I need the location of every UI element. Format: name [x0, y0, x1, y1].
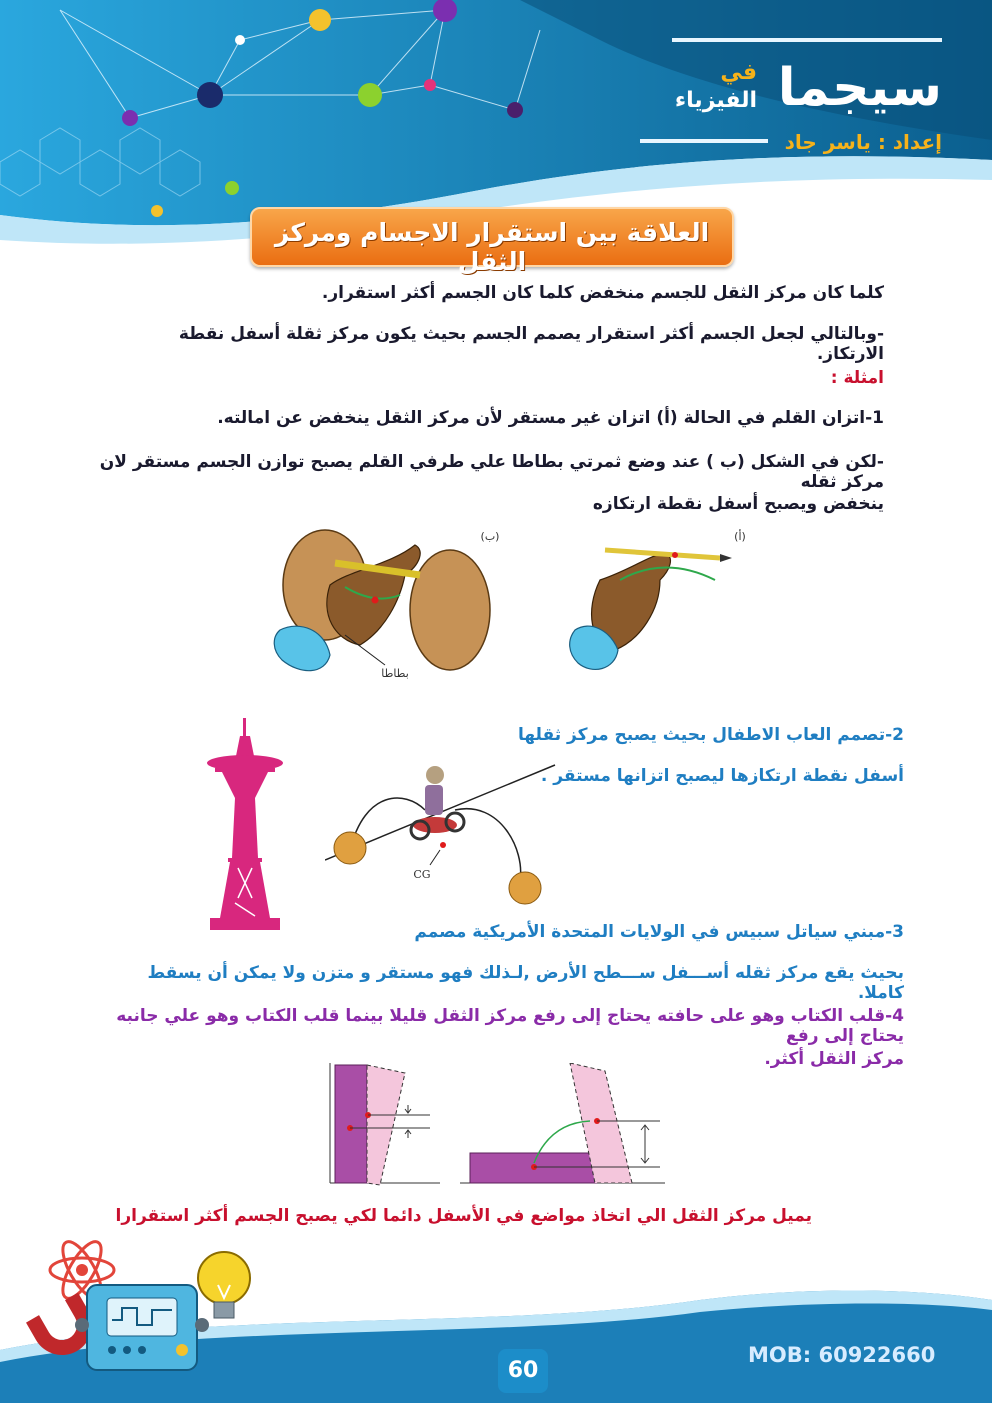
- example-1b-line1: -لكن في الشكل (ب ) عند وضع ثمرتي بطاطا علي طرفي القلم يصبح توازن الجسم مستقر لان مركز ثقله: [99, 452, 884, 492]
- phone-number: MOB: 60922660: [748, 1343, 936, 1367]
- label-a: (أ): [734, 530, 746, 543]
- potato-right: [410, 550, 490, 670]
- cg-point-a: [672, 552, 678, 558]
- label-cg: CG: [413, 868, 431, 881]
- section-title: العلاقة بين استقرار الاجسام ومركز الثقل: [274, 218, 710, 276]
- paragraph-design: -وبالتالي لجعل الجسم أكثر استقرار يصمم الجسم بحيث يكون مركز ثقلة أسفل نقطة الارتكاز.: [178, 324, 884, 364]
- motorbike-rider: [411, 766, 464, 839]
- example-2-line2: أسفل نقطة ارتكازها ليصبح اتزانها مستقر .: [540, 766, 904, 786]
- height-arrow: [641, 1125, 649, 1163]
- cg-leader: [430, 850, 440, 865]
- brand-subtitle-fi: في: [720, 60, 757, 85]
- brand-title: سيجما: [777, 58, 942, 118]
- conclusion: يميل مركز الثقل الي اتخاذ مواضع في الأسفل دائما لكي يصبح الجسم أكثر استقرارا: [115, 1206, 812, 1226]
- science-icons-cluster: [22, 1230, 252, 1395]
- example-3-line1: 3-مبني سياتل سبيس في الولايات المتحدة الأمريكية مصمم: [414, 922, 904, 942]
- cg-point-b: [372, 597, 379, 604]
- label-b: (ب): [480, 530, 500, 543]
- toy-weight-left: [334, 832, 366, 864]
- brand-subtitle-physics: الفيزياء: [674, 88, 757, 113]
- page-number: 60: [498, 1349, 548, 1393]
- section-title-box: [250, 207, 734, 276]
- arrow-up-small: [405, 1130, 411, 1138]
- author-credit: إعداد : ياسر جاد: [784, 130, 942, 154]
- book-upright: [335, 1065, 367, 1183]
- book-tilted: [367, 1065, 405, 1185]
- pencil-balance-figure: [270, 525, 760, 690]
- toy-weight-right: [509, 872, 541, 904]
- cg-point-toy: [440, 842, 446, 848]
- example-3-line2: بحيث يقع مركز ثقله أســـفل ســـطح الأرض ,لـذلك فهو مستقر و متزن ولا يمكن أن يسقط كاملا.: [147, 963, 904, 1003]
- lightbulb-icon: [198, 1252, 250, 1318]
- brand-divider-top: [672, 38, 942, 42]
- example-4-line2: مركز الثقل أكثر.: [764, 1049, 904, 1069]
- oscilloscope-icon: [75, 1285, 209, 1370]
- example-2-line1: 2-تصمم العاب الاطفال بحيث يصبح مركز ثقلها: [517, 725, 904, 745]
- label-potato: بطاطا: [381, 667, 409, 680]
- arrow-down-small: [405, 1105, 411, 1113]
- space-needle-figure: [200, 718, 290, 930]
- author-underline: [640, 139, 768, 143]
- figure-b-potato-balance: [274, 530, 499, 680]
- balance-toy-figure: [325, 730, 560, 910]
- figure-a-pencil-unstable: [570, 529, 746, 669]
- pencil-a-tip: [720, 554, 732, 562]
- example-1b-line2: ينخفض ويصبح أسفل نقطة ارتكازه: [592, 494, 884, 514]
- paragraph-principle: كلما كان مركز الثقل للجسم منخفض كلما كان الجسم أكثر استقرار.: [321, 283, 884, 303]
- example-1: 1-اتزان القلم في الحالة (أ) اتزان غير مستقر لأن مركز الثقل ينخفض عن امالته.: [217, 408, 884, 428]
- example-4-line1: 4-قلب الكتاب وهو على حافته يحتاج إلى رفع مركز الثقل قليلا بينما قلب الكتاب وهو علي جانبه يحتاج إلى رفع: [116, 1006, 904, 1046]
- examples-heading: امثلة :: [830, 368, 884, 388]
- book-tipping-figure: [320, 1063, 670, 1188]
